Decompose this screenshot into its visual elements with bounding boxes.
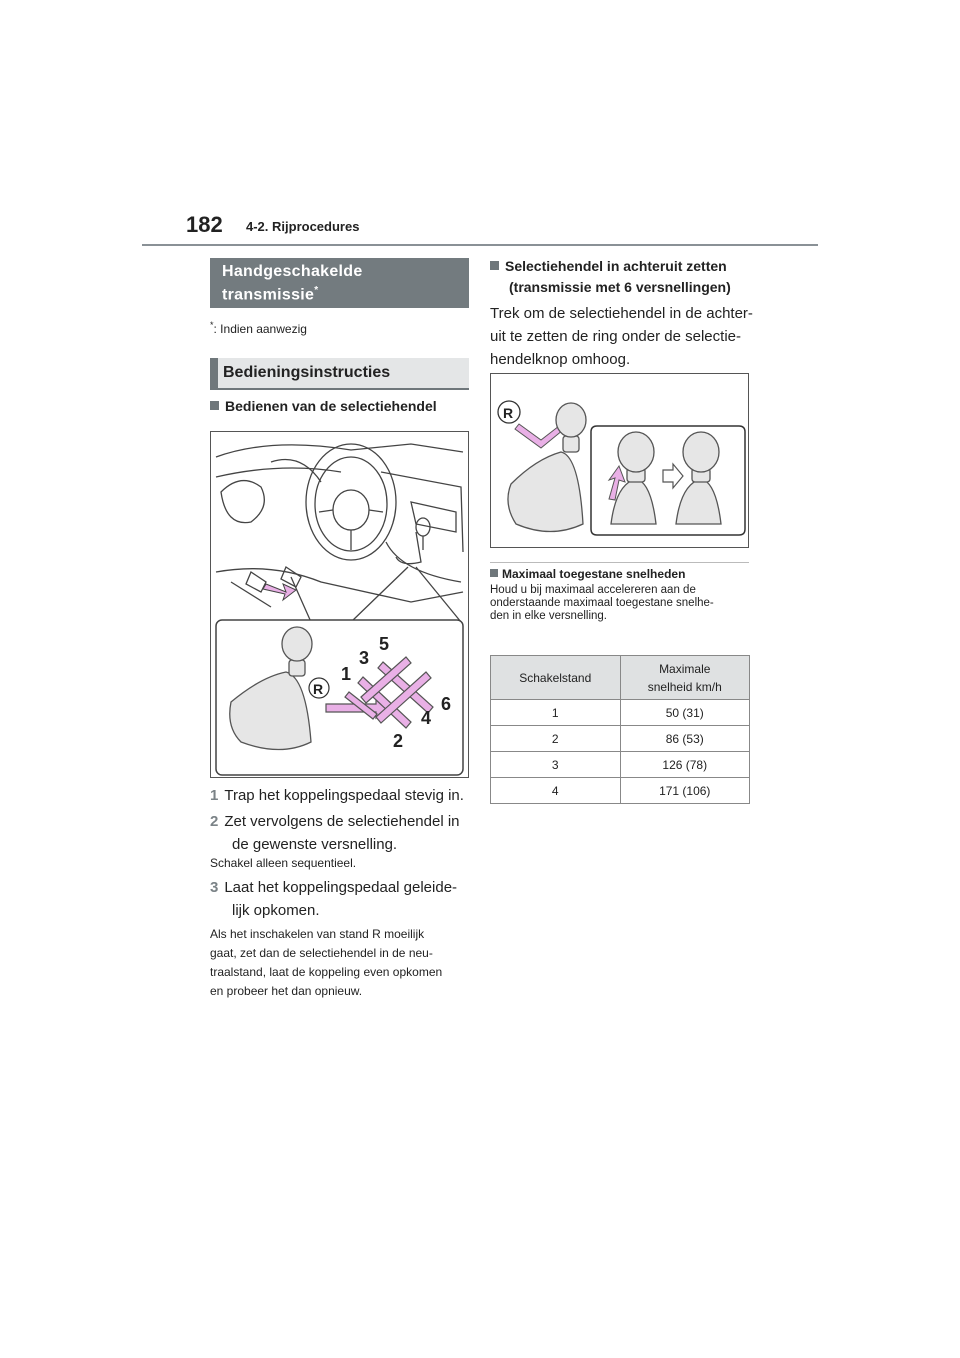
subheading: Bedieningsinstructies bbox=[223, 364, 391, 381]
shift-label-3: 3 bbox=[359, 648, 370, 668]
step-3 bbox=[210, 876, 480, 922]
table-row bbox=[491, 778, 750, 804]
figure-interior-shift-pattern bbox=[210, 431, 469, 778]
table-cell-speed: 126 (78) bbox=[620, 752, 750, 778]
square-bullet-icon bbox=[490, 569, 498, 577]
divider bbox=[490, 562, 749, 563]
square-bullet-icon bbox=[210, 401, 219, 410]
bullet-heading-operate bbox=[210, 398, 437, 414]
table-row bbox=[491, 752, 750, 778]
chapter-heading-line1: Handgeschakelde bbox=[222, 263, 363, 280]
chapter-heading-line2-wrap bbox=[222, 281, 457, 304]
shift-label-4: 4 bbox=[421, 708, 432, 728]
note-sequential: Schakel alleen sequentieel. bbox=[210, 856, 357, 870]
table-header-speed bbox=[620, 656, 750, 700]
speed-heading bbox=[490, 567, 685, 581]
step-2 bbox=[210, 810, 480, 856]
chapter-heading bbox=[210, 258, 469, 308]
reverse-label: R bbox=[503, 405, 514, 421]
table-cell-gear: 2 bbox=[491, 726, 621, 752]
figure-reverse-ring bbox=[490, 373, 749, 548]
footnote-marker: * bbox=[210, 320, 214, 330]
chapter-heading-line2: transmissie bbox=[222, 286, 315, 304]
shift-label-5: 5 bbox=[379, 634, 390, 654]
note-reverse bbox=[210, 925, 480, 1001]
table-header-gear: Schakelstand bbox=[491, 656, 621, 700]
table-header-speed-line1: Maximale bbox=[659, 661, 711, 676]
footnote bbox=[210, 320, 307, 336]
table-header-speed-line2: snelheid km/h bbox=[647, 679, 722, 694]
step-1-number: 1 bbox=[210, 787, 219, 804]
table-cell-speed: 50 (31) bbox=[620, 700, 750, 726]
note-line-2: gaat, zet dan de selectiehendel in de neu- bbox=[210, 946, 433, 960]
table-cell-gear: 3 bbox=[491, 752, 621, 778]
speed-heading-text: Maximaal toegestane snelheden bbox=[502, 567, 686, 581]
reverse-body-line1: Trek om de selectiehendel in de achter- bbox=[490, 305, 753, 322]
square-bullet-icon bbox=[490, 261, 499, 270]
speed-body-line1: Houd u bij maximaal accelereren aan de bbox=[490, 584, 696, 596]
shift-label-r: R bbox=[313, 681, 324, 697]
speed-body bbox=[490, 584, 760, 623]
step-2-text-line1: Zet vervolgens de selectiehendel in bbox=[224, 813, 460, 830]
step-3-number: 3 bbox=[210, 879, 219, 896]
chapter-heading-marker: * bbox=[314, 285, 319, 296]
reverse-ring-illustration bbox=[491, 374, 748, 547]
table-row bbox=[491, 726, 750, 752]
subheading-bar bbox=[210, 358, 218, 388]
note-line-4: en probeer het dan opnieuw. bbox=[210, 984, 363, 998]
note-line-1: Als het inschakelen van stand R moeilijk bbox=[210, 927, 425, 941]
speed-body-line2: onderstaande maximaal toegestane snelhe- bbox=[490, 597, 714, 609]
table-row bbox=[491, 700, 750, 726]
table-header-row bbox=[491, 656, 750, 700]
subheading-box bbox=[210, 358, 469, 390]
reverse-body-line3: hendelknop omhoog. bbox=[490, 351, 631, 368]
bullet-heading-operate-text: Bedienen van de selectiehendel bbox=[225, 398, 437, 414]
table-cell-gear: 4 bbox=[491, 778, 621, 804]
step-1 bbox=[210, 784, 480, 807]
speed-body-line3: den in elke versnelling. bbox=[490, 610, 607, 622]
bullet-heading-reverse-line1: Selectiehendel in achteruit zetten bbox=[505, 258, 727, 274]
table-cell-gear: 1 bbox=[491, 700, 621, 726]
bullet-heading-reverse-line1-wrap bbox=[490, 256, 731, 277]
step-2-text-line2: de gewenste versnelling. bbox=[232, 836, 398, 853]
shift-label-6: 6 bbox=[441, 694, 452, 714]
page-number: 182 bbox=[186, 212, 223, 237]
table-cell-speed: 171 (106) bbox=[620, 778, 750, 804]
reverse-body bbox=[490, 302, 760, 371]
step-3-text-line1: Laat het koppelingspedaal geleide- bbox=[224, 879, 458, 896]
reverse-body-line2: uit te zetten de ring onder de selectie- bbox=[490, 328, 741, 345]
bullet-heading-reverse bbox=[490, 256, 731, 298]
header-rule bbox=[142, 244, 818, 246]
shift-label-1: 1 bbox=[341, 664, 352, 684]
interior-illustration bbox=[211, 432, 468, 777]
step-3-text-line2: lijk opkomen. bbox=[232, 902, 320, 919]
footnote-text: : Indien aanwezig bbox=[213, 322, 307, 336]
section-title: 4-2. Rijprocedures bbox=[246, 219, 360, 234]
shift-label-2: 2 bbox=[393, 731, 404, 751]
step-2-number: 2 bbox=[210, 813, 219, 830]
table-cell-speed: 86 (53) bbox=[620, 726, 750, 752]
step-1-text: Trap het koppelingspedaal stevig in. bbox=[224, 787, 464, 804]
bullet-heading-reverse-line2: (transmissie met 6 versnellingen) bbox=[509, 279, 731, 295]
speed-table bbox=[490, 655, 750, 804]
note-line-3: traalstand, laat de koppeling even opkomen bbox=[210, 965, 443, 979]
